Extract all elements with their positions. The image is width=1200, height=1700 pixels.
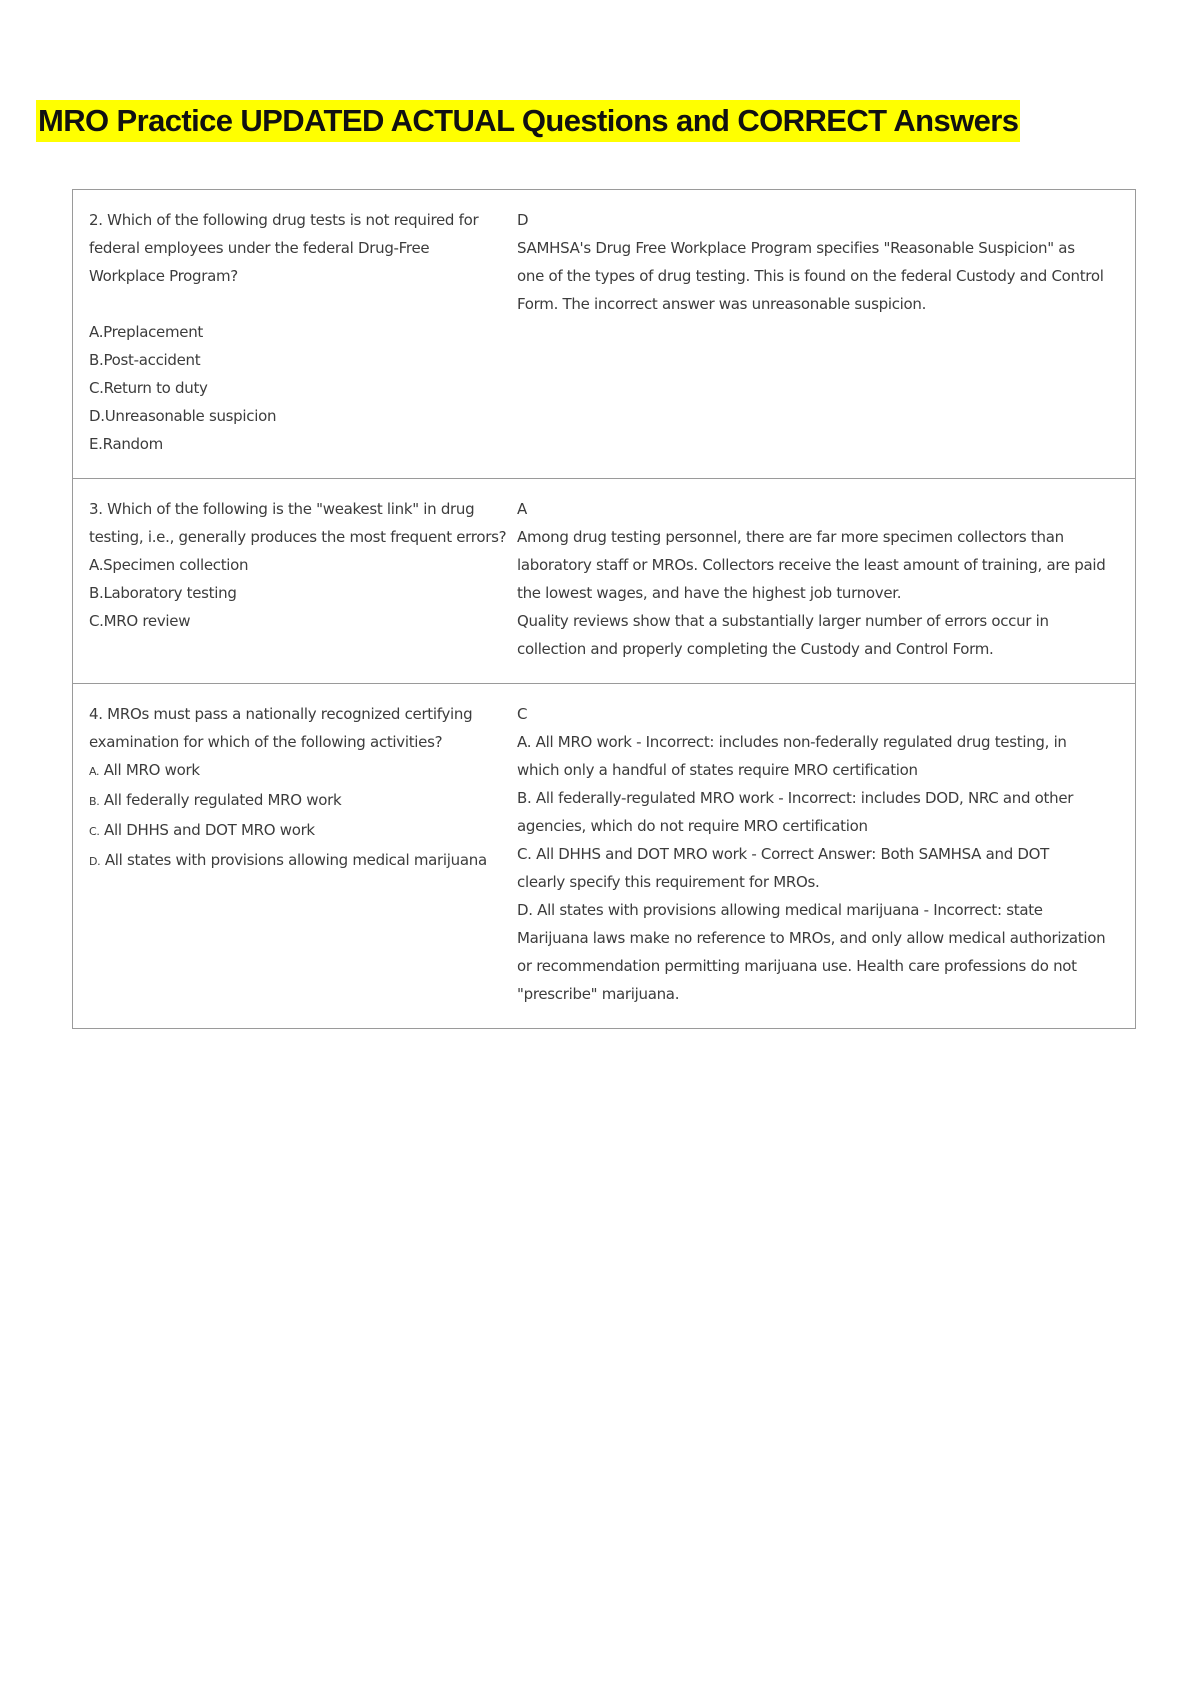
explanation-line: agencies, which do not require MRO certification [517, 817, 868, 835]
explanation-line: Form. The incorrect answer was unreasonable suspicion. [517, 295, 927, 313]
qa-row-question-2 [73, 190, 1135, 478]
explanation-line: Among drug testing personnel, there are far more specimen collectors than [517, 528, 1064, 546]
explanation-line: A. All MRO work - Incorrect: includes non-federally regulated drug testing, in [517, 733, 1067, 751]
explanation-line: which only a handful of states require MRO certification [517, 761, 918, 779]
question-text-line: Workplace Program? [89, 267, 238, 285]
option-letter: D. [89, 855, 101, 868]
answer-cell [517, 479, 1135, 683]
explanation-line: Quality reviews show that a substantially larger number of errors occur in [517, 612, 1049, 630]
explanation-line: B. All federally-regulated MRO work - Incorrect: includes DOD, NRC and other [517, 789, 1074, 807]
option-text: All DHHS and DOT MRO work [99, 821, 315, 839]
correct-answer-letter: C [517, 705, 528, 723]
explanation-line: collection and properly completing the Custody and Control Form. [517, 640, 994, 658]
explanation-line: clearly specify this requirement for MROs. [517, 873, 820, 891]
explanation-line: C. All DHHS and DOT MRO work - Correct Answer: Both SAMHSA and DOT [517, 845, 1050, 863]
option-letter: B. [89, 795, 100, 808]
answer-option: A.Preplacement [89, 323, 203, 341]
option-letter: A. [89, 765, 100, 778]
answer-option: E.Random [89, 435, 163, 453]
explanation-line: "prescribe" marijuana. [517, 985, 680, 1003]
qa-table [72, 189, 1136, 1029]
question-text-line: 2. Which of the following drug tests is not required for [89, 211, 479, 229]
answer-option: C.MRO review [89, 612, 191, 630]
explanation-line: laboratory staff or MROs. Collectors receive the least amount of training, are paid [517, 556, 1106, 574]
question-cell [73, 190, 517, 478]
answer-option [89, 756, 507, 786]
question-text-line: federal employees under the federal Drug-Free [89, 239, 430, 257]
question-text-line: 4. MROs must pass a nationally recognized certifying [89, 705, 473, 723]
correct-answer-letter: A [517, 500, 527, 518]
explanation-line: SAMHSA's Drug Free Workplace Program specifies "Reasonable Suspicion" as [517, 239, 1075, 257]
option-letter: C. [89, 825, 100, 838]
qa-row-question-4 [73, 683, 1135, 1028]
answer-option: D.Unreasonable suspicion [89, 407, 277, 425]
explanation-line: D. All states with provisions allowing medical marijuana - Incorrect: state [517, 901, 1043, 919]
option-text: All federally regulated MRO work [99, 791, 342, 809]
question-text-line: 3. Which of the following is the "weakest link" in drug [89, 500, 475, 518]
answer-option: B.Post-accident [89, 351, 201, 369]
answer-cell [517, 190, 1135, 478]
option-text: All MRO work [99, 761, 200, 779]
answer-option: C.Return to duty [89, 379, 208, 397]
answer-option: B.Laboratory testing [89, 584, 237, 602]
explanation-line: the lowest wages, and have the highest job turnover. [517, 584, 902, 602]
answer-option [89, 786, 507, 816]
answer-option [89, 846, 507, 876]
answer-cell [517, 684, 1135, 1028]
question-text-line: testing, i.e., generally produces the most frequent errors? [89, 528, 507, 546]
question-cell [73, 479, 517, 683]
option-text: All states with provisions allowing medical marijuana [100, 851, 487, 869]
answer-option [89, 816, 507, 846]
explanation-line: or recommendation permitting marijuana use. Health care professions do not [517, 957, 1077, 975]
qa-row-question-3 [73, 478, 1135, 683]
answer-option: A.Specimen collection [89, 556, 249, 574]
page-title: MRO Practice UPDATED ACTUAL Questions and CORRECT Answers [36, 100, 1020, 142]
question-text-line: examination for which of the following activities? [89, 733, 443, 751]
question-cell [73, 684, 517, 1028]
correct-answer-letter: D [517, 211, 529, 229]
explanation-line: one of the types of drug testing. This is found on the federal Custody and Control [517, 267, 1104, 285]
explanation-line: Marijuana laws make no reference to MROs, and only allow medical authorization [517, 929, 1106, 947]
